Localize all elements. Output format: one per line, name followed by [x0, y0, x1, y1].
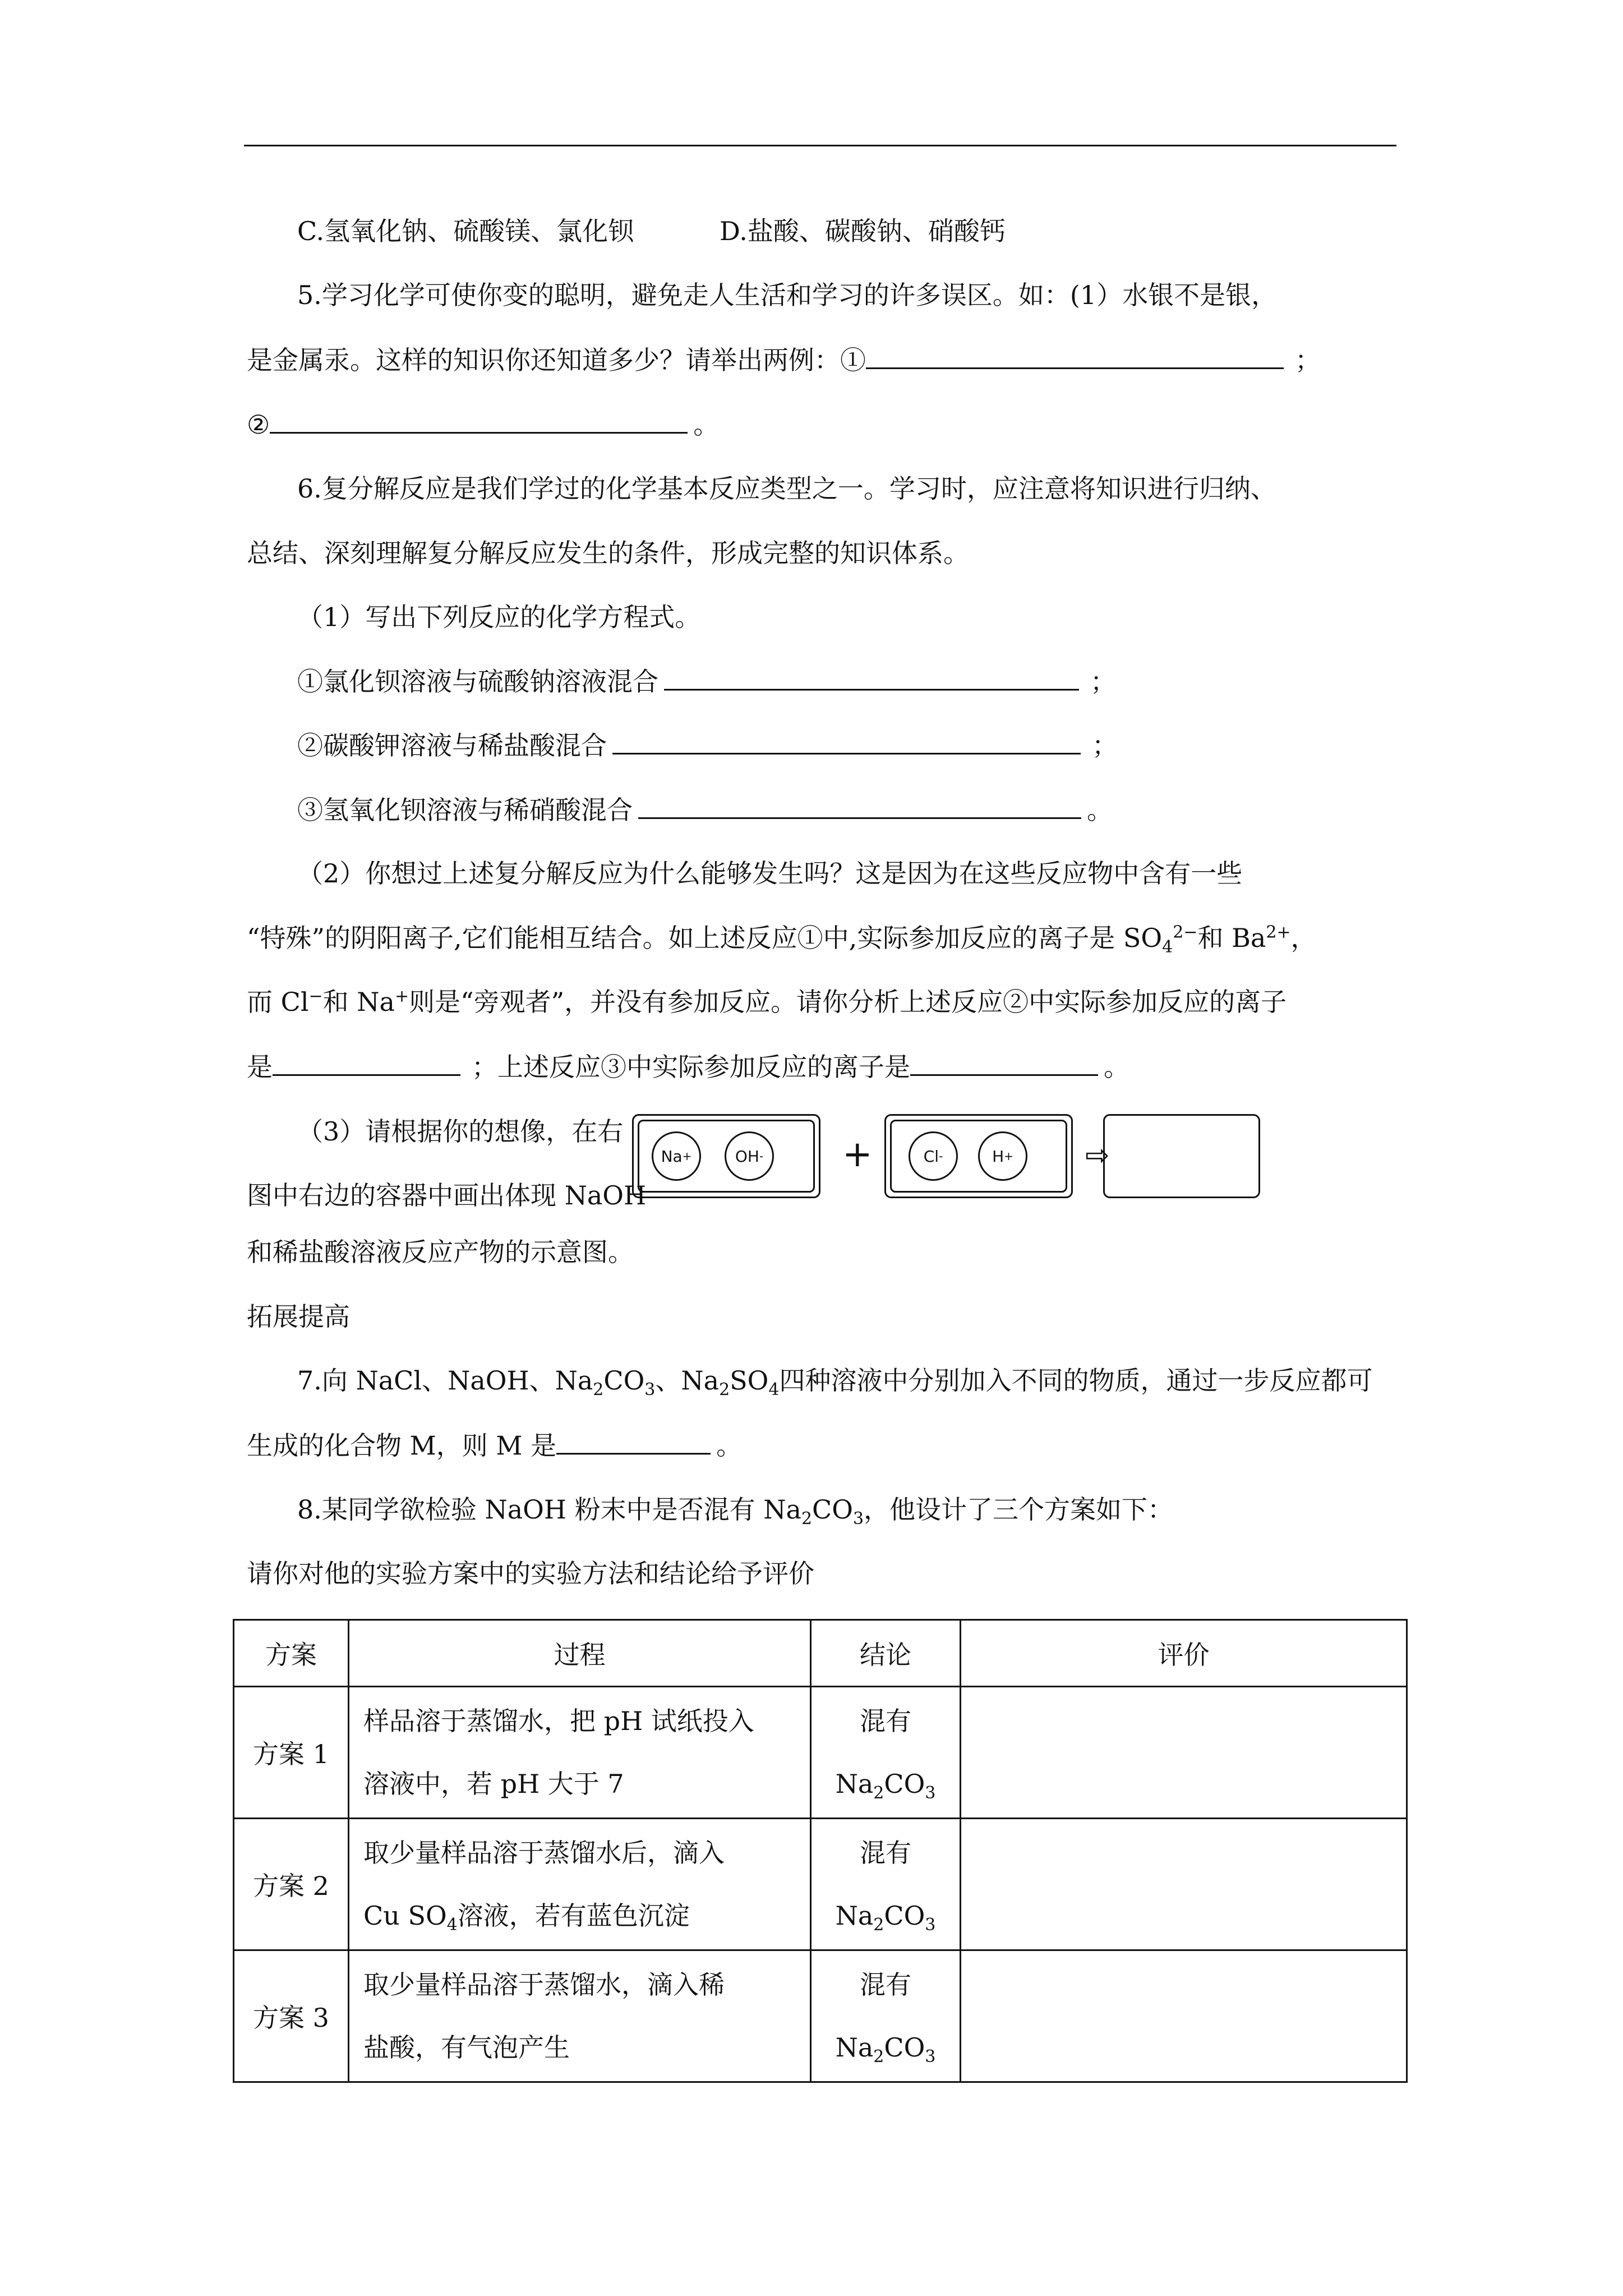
- ion-cl-label: Cl: [923, 1147, 939, 1166]
- ion-oh: OH -: [725, 1131, 774, 1181]
- section-heading: 拓展提高: [247, 1301, 350, 1332]
- q6-reaction-3: [297, 793, 1113, 827]
- sup-plus: +: [394, 986, 409, 1006]
- q4-option-d: D.盐酸、碳酸钠、硝酸钙: [720, 216, 1006, 246]
- formula-co: CO: [884, 1901, 925, 1931]
- part2-line3-text: 则是“旁观者”，并没有参加反应。请你分析上述反应②中实际参加反应的离子: [409, 987, 1287, 1017]
- q7-sub4: 4: [768, 1380, 780, 1400]
- process-line-2: 溶液中，若 pH 大于 7: [363, 1769, 624, 1799]
- header-process: 过程: [349, 1620, 811, 1687]
- header-evaluation: 评价: [961, 1620, 1407, 1687]
- answer-blank-7[interactable]: [910, 1050, 1098, 1076]
- q7-sub1: 2: [593, 1380, 604, 1400]
- table-row: [234, 1687, 1407, 1819]
- q7-text-e: 四种溶液中分别加入不同的物质，通过一步反应都可: [779, 1365, 1373, 1396]
- formula-sub: 2: [873, 1783, 884, 1803]
- q6-part2-line3: [247, 985, 1287, 1019]
- conclusion-line-1: 混有: [860, 1838, 911, 1868]
- formula-sub: 2: [873, 2047, 884, 2067]
- part2-line2-ba: 和 Ba: [1197, 923, 1266, 953]
- q8-text-b: CO: [812, 1494, 853, 1525]
- plus-sign: +: [842, 1134, 873, 1175]
- reaction-2-text: ②碳酸钾溶液与稀盐酸混合: [297, 730, 607, 761]
- process-line-1: 样品溶于蒸馏水，把 pH 试纸投入: [363, 1706, 754, 1736]
- q6-part3-line2: 图中右边的容器中画出体现 NaOH: [247, 1180, 647, 1211]
- table-header-row: [234, 1620, 1407, 1687]
- q5-line2-text: 是金属汞。这样的知识你还知道多少？请举出两例：①: [247, 345, 866, 375]
- part2-line2-end: ，: [1290, 923, 1317, 953]
- conclusion-line-1: 混有: [860, 1706, 911, 1736]
- q7-line2-end: 。: [716, 1430, 743, 1461]
- conclusion-line-2: [812, 1884, 959, 1947]
- q7-sub2: 3: [644, 1380, 656, 1400]
- q7-line2-text: 生成的化合物 M，则 M 是: [247, 1430, 557, 1461]
- answer-blank-1[interactable]: [866, 343, 1284, 369]
- answer-blank-5[interactable]: [638, 793, 1081, 819]
- evaluation-cell[interactable]: [961, 1950, 1407, 2082]
- evaluation-cell[interactable]: [961, 1687, 1407, 1819]
- q8-sub1: 2: [801, 1509, 813, 1529]
- reaction-1-text: ①氯化钡溶液与硫酸钠溶液混合: [297, 666, 658, 697]
- conclusion-line-1: 混有: [860, 1970, 911, 2000]
- q6-part2-line4: [247, 1050, 1129, 1084]
- q7-text-a: 7.向 NaCl、NaOH、Na: [297, 1365, 593, 1396]
- q7-text-b: CO: [603, 1365, 645, 1396]
- formula-co: CO: [884, 2032, 925, 2063]
- q6-line2: 总结、深刻理解复分解反应发生的条件，形成完整的知识体系。: [247, 538, 969, 568]
- part2-line2-text: “特殊”的阴阳离子,它们能相互结合。如上述反应①中,实际参加反应的离子是 SO: [247, 923, 1163, 953]
- answer-blank-2[interactable]: [270, 407, 688, 434]
- process-line-2: [363, 1884, 809, 1947]
- process-text: 溶液，若有蓝色沉淀: [457, 1901, 690, 1931]
- part2-line4-b: ；上述反应③中实际参加反应的离子是: [472, 1052, 910, 1082]
- q8-text-c: ，他设计了三个方案如下：: [864, 1494, 1174, 1525]
- ion-h-label: H: [992, 1147, 1004, 1166]
- reaction-1-end: ；: [1090, 666, 1116, 697]
- process-cell: [349, 1819, 811, 1950]
- conclusion-cell: [811, 1687, 961, 1819]
- ion-h: H +: [978, 1131, 1027, 1181]
- q6-part2-line1: （2）你想过上述复分解反应为什么能够发生吗？这是因为在这些反应物中含有一些: [297, 858, 1243, 889]
- process-line-2: 盐酸，有气泡产生: [363, 2032, 570, 2063]
- table-row: [234, 1950, 1407, 2082]
- reaction-3-end: 。: [1087, 795, 1113, 825]
- q8-line2: 请你对他的实验方案中的实验方法和结论给予评价: [247, 1558, 814, 1589]
- ion-oh-label: OH: [735, 1147, 759, 1166]
- product-container[interactable]: [1103, 1114, 1260, 1198]
- process-line-1: 取少量样品溶于蒸馏水后，滴入: [363, 1838, 725, 1868]
- plan-cell: 方案 3: [234, 1950, 349, 2082]
- q6-part3-line1: （3）请根据你的想像，在右: [297, 1116, 624, 1147]
- q5-line3-end: 。: [693, 409, 720, 440]
- sup-2minus: 2−: [1173, 922, 1198, 942]
- q6-part2-line2: [247, 921, 1317, 958]
- q5-line3-text: ②: [247, 409, 270, 440]
- q4-option-c: C.氢氧化钠、硫酸镁、氯化钡: [297, 216, 634, 246]
- q5-line3: [247, 407, 719, 441]
- formula-sub: 2: [873, 1915, 884, 1935]
- conclusion-line-2: [812, 1752, 959, 1815]
- q7-line1: [297, 1364, 1373, 1400]
- q8-sub2: 3: [852, 1509, 864, 1529]
- formula-co: CO: [884, 1769, 925, 1799]
- formula-na: Na: [835, 2032, 874, 2063]
- q7-text-c: 、Na: [655, 1365, 720, 1396]
- evaluation-cell[interactable]: [961, 1819, 1407, 1950]
- part2-line3-na: 和 Na: [322, 987, 395, 1017]
- part2-line4-end: 。: [1104, 1052, 1129, 1082]
- formula-sub: 4: [446, 1915, 458, 1935]
- answer-blank-6[interactable]: [273, 1050, 460, 1076]
- sup-2plus: 2+: [1266, 922, 1291, 942]
- container-naoh-inner: [638, 1120, 815, 1193]
- conclusion-cell: [811, 1950, 961, 2082]
- evaluation-table: [233, 1619, 1408, 2083]
- header-rule: [244, 145, 1396, 146]
- formula-sub: 3: [925, 1915, 936, 1935]
- q5-line1: 5.学习化学可使你变的聪明，避免走人生活和学习的许多误区。如：(1）水银不是银，: [297, 280, 1278, 310]
- container-hcl-inner: [890, 1120, 1067, 1193]
- process-line-1: 取少量样品溶于蒸馏水，滴入稀: [363, 1970, 725, 2000]
- answer-blank-4[interactable]: [612, 728, 1081, 754]
- q8-line1: [297, 1493, 1174, 1529]
- ion-cl: Cl -: [909, 1131, 958, 1181]
- formula-cuso: Cu SO: [363, 1901, 447, 1931]
- process-cell: [349, 1950, 811, 2082]
- formula-sub: 3: [925, 2047, 936, 2067]
- q6-sub1: （1）写出下列反应的化学方程式。: [297, 602, 701, 632]
- formula-na: Na: [835, 1901, 874, 1931]
- reaction-3-text: ③氢氧化钡溶液与稀硝酸混合: [297, 795, 633, 825]
- conclusion-line-2: [812, 2016, 959, 2079]
- ion-na: Na +: [652, 1131, 701, 1181]
- sub-4: 4: [1162, 937, 1173, 958]
- q6-line1: 6.复分解反应是我们学过的化学基本反应类型之一。学习时，应注意将知识进行归纳、: [297, 473, 1276, 504]
- answer-blank-3[interactable]: [664, 664, 1079, 691]
- q5-line2: [247, 343, 1321, 377]
- conclusion-cell: [811, 1819, 961, 1950]
- q7-sub3: 2: [719, 1380, 730, 1400]
- ion-na-label: Na: [661, 1147, 683, 1166]
- q6-reaction-2: [297, 728, 1118, 762]
- q7-text-d: SO: [730, 1365, 769, 1396]
- header-conclusion: 结论: [811, 1620, 961, 1687]
- q6-part3-line3: 和稀盐酸溶液反应产物的示意图。: [247, 1237, 634, 1267]
- q6-reaction-1: [297, 664, 1116, 698]
- part2-line3-cl: 而 Cl: [247, 987, 309, 1017]
- plan-cell: 方案 2: [234, 1819, 349, 1950]
- q5-line2-end: ；: [1295, 345, 1321, 375]
- plan-cell: 方案 1: [234, 1687, 349, 1819]
- arrow-icon: ⇨: [1085, 1139, 1110, 1172]
- container-naoh: [632, 1114, 820, 1198]
- answer-blank-8[interactable]: [556, 1428, 711, 1455]
- sup-minus: −: [308, 986, 323, 1006]
- process-cell: [349, 1687, 811, 1819]
- container-hcl: [884, 1114, 1073, 1198]
- formula-na: Na: [835, 1769, 874, 1799]
- table-row: [234, 1819, 1407, 1950]
- reaction-diagram: [632, 1114, 1260, 1198]
- formula-sub: 3: [925, 1783, 936, 1803]
- reaction-2-end: ；: [1092, 730, 1118, 761]
- q7-line2: [247, 1428, 742, 1462]
- q8-text-a: 8.某同学欲检验 NaOH 粉末中是否混有 Na: [297, 1494, 801, 1525]
- header-plan: 方案: [234, 1620, 349, 1687]
- part2-line4-a: 是: [247, 1052, 273, 1082]
